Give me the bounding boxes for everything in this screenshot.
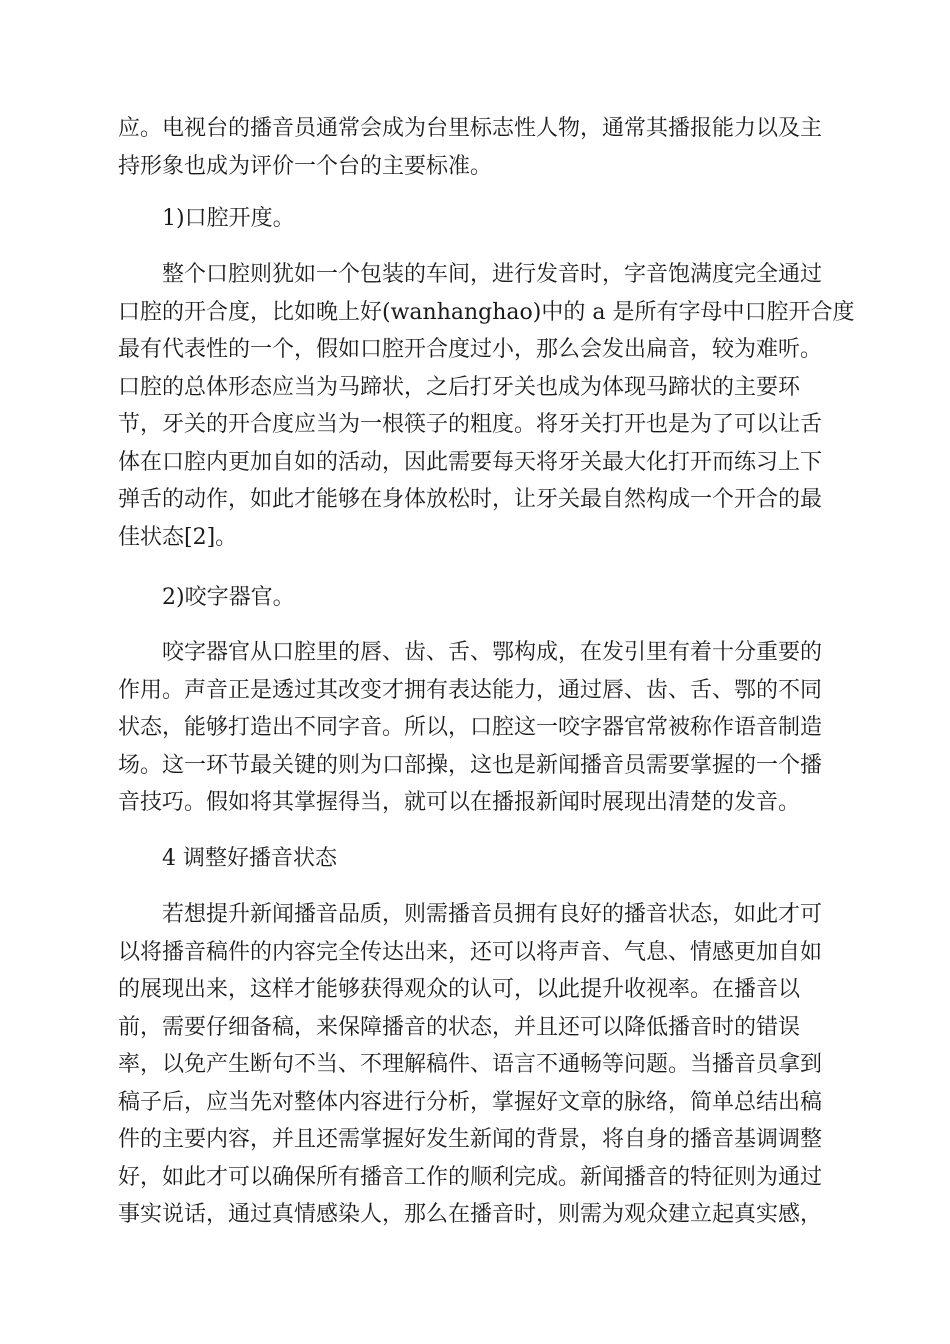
text-line: 场。这一环节最关键的则为口部操，这也是新闻播音员需要掌握的一个播 [118, 752, 823, 778]
text-line: 作用。声音正是透过其改变才拥有表达能力，通过唇、齿、舌、鄂的不同 [118, 677, 823, 703]
text-line: 以将播音稿件的内容完全传达出来，还可以将声音、气息、情感更加自如 [118, 939, 823, 965]
paragraph-section-4 [118, 896, 838, 1234]
text-line: 音技巧。假如将其掌握得当，就可以在播报新闻时展现出清楚的发音。 [118, 790, 801, 815]
text-line: 持形象也成为评价一个台的主要标准。 [118, 153, 493, 179]
text-line: 整个口腔则犹如一个包装的车间，进行发音时，字音饱满度完全通过 [162, 262, 823, 287]
text-line: 事实说话，通过真情感染人，那么在播音时，则需为观众建立起真实感， [118, 1202, 823, 1227]
paragraph-oral-opening [118, 256, 855, 556]
text-line: 若想提升新闻播音品质，则需播音员拥有良好的播音状态，如此才可 [162, 902, 823, 927]
text-line: 前，需要仔细备稿，来保障播音的状态，并且还可以降低播音时的错误 [118, 1014, 801, 1040]
subheading-text: 1)口腔开度。 [162, 206, 295, 231]
text-line: 佳状态[2]。 [118, 524, 238, 550]
text-line: 咬字器官从口腔里的唇、齿、舌、鄂构成，在发引里有着十分重要的 [162, 640, 823, 665]
text-line: 件的主要内容，并且还需掌握好发生新闻的背景，将自身的播音基调调整 [118, 1127, 823, 1152]
text-line: 体在口腔内更加自如的活动，因此需要每天将牙关最大化打开而练习上下 [118, 449, 823, 475]
text-line: 应。电视台的播音员通常会成为台里标志性人物，通常其播报能力以及主 [118, 116, 823, 141]
text-line: 状态，能够打造出不同字音。所以，口腔这一咬字器官常被称作语音制造 [118, 715, 823, 740]
text-line: 节，牙关的开合度应当为一根筷子的粗度。将牙关打开也是为了可以让舌 [118, 412, 823, 437]
section-heading [118, 840, 838, 878]
subheading-articulators [118, 579, 838, 617]
text-line: 最有代表性的一个，假如口腔开合度过小，那么会发出扁音，较为难听。 [118, 337, 823, 362]
subheading-oral-opening [118, 200, 838, 238]
text-line: 稿子后，应当先对整体内容进行分析，掌握好文章的脉络，简单总结出稿 [118, 1089, 823, 1115]
paragraph-articulators [118, 634, 838, 822]
text-line: 口腔的总体形态应当为马蹄状，之后打牙关也成为体现马蹄状的主要环 [118, 374, 801, 400]
text-line: 好，如此才可以确保所有播音工作的顺利完成。新闻播音的特征则为通过 [118, 1164, 823, 1190]
text-line: 的展现出来，这样才能够获得观众的认可，以此提升收视率。在播音以 [118, 977, 801, 1002]
section-heading-text: 4 调整好播音状态 [162, 846, 337, 871]
text-line: 率，以免产生断句不当、不理解稿件、语言不通畅等问题。当播音员拿到 [118, 1052, 823, 1077]
paragraph-continuation [118, 110, 838, 185]
text-line: 弹舌的动作，如此才能够在身体放松时，让牙关最自然构成一个开合的最 [118, 487, 823, 512]
text-line: 口腔的开合度，比如晚上好(wanhanghao)中的 a 是所有字母中口腔开合度 [118, 299, 855, 325]
subheading-text: 2)咬字器官。 [162, 585, 295, 610]
